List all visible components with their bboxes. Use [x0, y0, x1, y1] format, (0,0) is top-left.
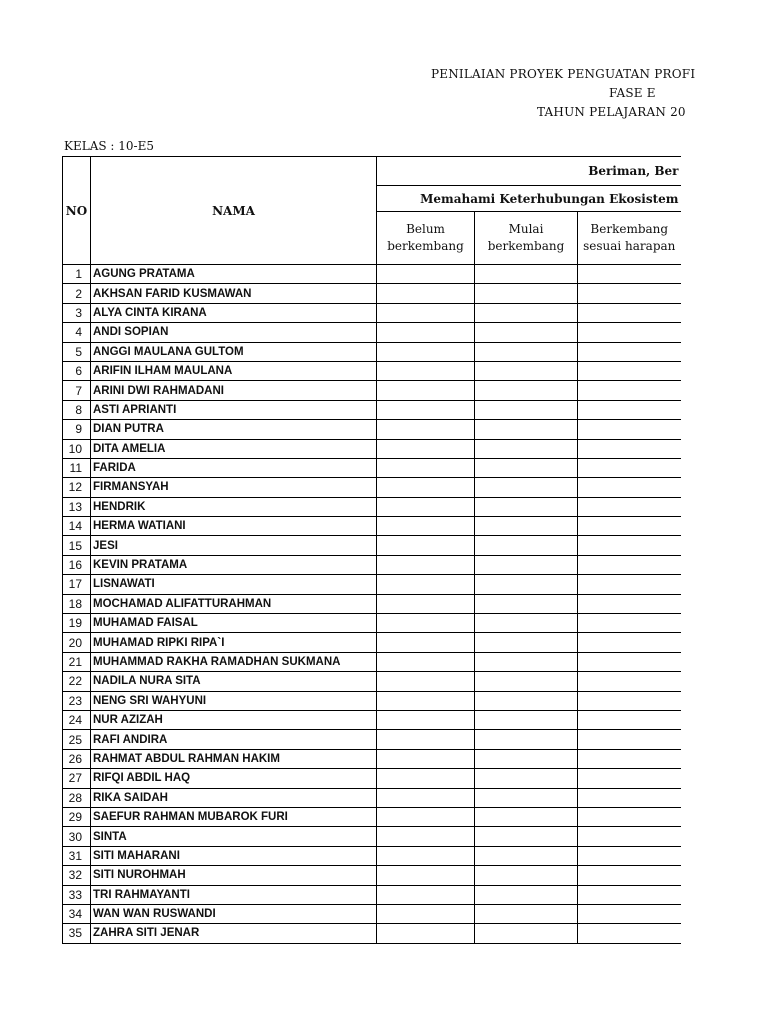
score-cell-mulai-berkembang[interactable] [475, 284, 578, 303]
score-cell-berkembang-sesuai-harapan[interactable] [578, 846, 681, 865]
student-name: ARIFIN ILHAM MAULANA [91, 361, 377, 380]
score-cell-mulai-berkembang[interactable] [475, 827, 578, 846]
student-name: RAFI ANDIRA [91, 730, 377, 749]
score-cell-mulai-berkembang[interactable] [475, 361, 578, 380]
score-cell-mulai-berkembang[interactable] [475, 846, 578, 865]
score-cell-mulai-berkembang[interactable] [475, 517, 578, 536]
student-name: FARIDA [91, 458, 377, 477]
score-cell-berkembang-sesuai-harapan[interactable] [578, 769, 681, 788]
score-cell-berkembang-sesuai-harapan[interactable] [578, 555, 681, 574]
student-name: ARINI DWI RAHMADANI [91, 381, 377, 400]
table-row [63, 924, 681, 943]
student-name: WAN WAN RUSWANDI [91, 904, 377, 923]
table-row [63, 827, 681, 846]
table-row [63, 342, 681, 361]
student-name: LISNAWATI [91, 575, 377, 594]
row-number: 4 [63, 323, 91, 342]
score-cell-mulai-berkembang[interactable] [475, 381, 578, 400]
score-cell-mulai-berkembang[interactable] [475, 323, 578, 342]
score-cell-mulai-berkembang[interactable] [475, 749, 578, 768]
score-cell-belum-berkembang[interactable] [377, 400, 475, 419]
score-cell-berkembang-sesuai-harapan[interactable] [578, 633, 681, 652]
row-number: 7 [63, 381, 91, 400]
row-number: 9 [63, 420, 91, 439]
score-cell-mulai-berkembang[interactable] [475, 788, 578, 807]
score-cell-berkembang-sesuai-harapan[interactable] [578, 323, 681, 342]
student-name: DITA AMELIA [91, 439, 377, 458]
score-cell-berkembang-sesuai-harapan[interactable] [578, 497, 681, 516]
score-cell-belum-berkembang[interactable] [377, 769, 475, 788]
score-cell-berkembang-sesuai-harapan[interactable] [578, 342, 681, 361]
student-name: SITI MAHARANI [91, 846, 377, 865]
student-name: ZAHRA SITI JENAR [91, 924, 377, 943]
score-cell-mulai-berkembang[interactable] [475, 342, 578, 361]
score-cell-mulai-berkembang[interactable] [475, 575, 578, 594]
row-number: 19 [63, 614, 91, 633]
row-number: 34 [63, 904, 91, 923]
score-cell-belum-berkembang[interactable] [377, 885, 475, 904]
score-cell-belum-berkembang[interactable] [377, 265, 475, 284]
score-cell-belum-berkembang[interactable] [377, 361, 475, 380]
row-number: 28 [63, 788, 91, 807]
score-cell-mulai-berkembang[interactable] [475, 497, 578, 516]
table-row [63, 420, 681, 439]
score-cell-belum-berkembang[interactable] [377, 342, 475, 361]
student-name: ASTI APRIANTI [91, 400, 377, 419]
score-cell-mulai-berkembang[interactable] [475, 885, 578, 904]
score-cell-berkembang-sesuai-harapan[interactable] [578, 710, 681, 729]
score-cell-berkembang-sesuai-harapan[interactable] [578, 730, 681, 749]
row-number: 32 [63, 866, 91, 885]
table-row [63, 788, 681, 807]
score-cell-belum-berkembang[interactable] [377, 730, 475, 749]
assessment-sheet [62, 156, 681, 944]
score-cell-mulai-berkembang[interactable] [475, 730, 578, 749]
score-cell-berkembang-sesuai-harapan[interactable] [578, 439, 681, 458]
student-rows [63, 265, 681, 944]
score-cell-mulai-berkembang[interactable] [475, 652, 578, 671]
score-cell-belum-berkembang[interactable] [377, 924, 475, 943]
table-row [63, 400, 681, 419]
score-cell-mulai-berkembang[interactable] [475, 458, 578, 477]
student-name: NENG SRI WAHYUNI [91, 691, 377, 710]
score-cell-berkembang-sesuai-harapan[interactable] [578, 788, 681, 807]
score-cell-mulai-berkembang[interactable] [475, 303, 578, 322]
assessment-table [62, 156, 681, 944]
score-cell-mulai-berkembang[interactable] [475, 400, 578, 419]
score-cell-mulai-berkembang[interactable] [475, 633, 578, 652]
student-name: AKHSAN FARID KUSMAWAN [91, 284, 377, 303]
report-title: PENILAIAN PROYEK PENGUATAN PROFI [431, 67, 696, 81]
student-name: HENDRIK [91, 497, 377, 516]
score-cell-berkembang-sesuai-harapan[interactable] [578, 284, 681, 303]
row-number: 8 [63, 400, 91, 419]
row-number: 29 [63, 807, 91, 826]
table-row [63, 265, 681, 284]
score-cell-belum-berkembang[interactable] [377, 672, 475, 691]
student-name: JESI [91, 536, 377, 555]
student-name: MOCHAMAD ALIFATTURAHMAN [91, 594, 377, 613]
score-cell-mulai-berkembang[interactable] [475, 594, 578, 613]
row-number: 27 [63, 769, 91, 788]
score-cell-belum-berkembang[interactable] [377, 303, 475, 322]
score-cell-belum-berkembang[interactable] [377, 846, 475, 865]
row-number: 18 [63, 594, 91, 613]
score-cell-belum-berkembang[interactable] [377, 284, 475, 303]
student-name: NUR AZIZAH [91, 710, 377, 729]
score-cell-berkembang-sesuai-harapan[interactable] [578, 904, 681, 923]
score-cell-belum-berkembang[interactable] [377, 439, 475, 458]
table-row [63, 866, 681, 885]
table-row [63, 633, 681, 652]
row-number: 15 [63, 536, 91, 555]
row-number: 10 [63, 439, 91, 458]
student-name: RIKA SAIDAH [91, 788, 377, 807]
row-number: 11 [63, 458, 91, 477]
table-row [63, 303, 681, 322]
score-cell-mulai-berkembang[interactable] [475, 807, 578, 826]
row-number: 23 [63, 691, 91, 710]
student-name: ANGGI MAULANA GULTOM [91, 342, 377, 361]
student-name: SITI NUROHMAH [91, 866, 377, 885]
student-name: SAEFUR RAHMAN MUBAROK FURI [91, 807, 377, 826]
header-nama: NAMA [91, 157, 377, 265]
student-name: FIRMANSYAH [91, 478, 377, 497]
score-cell-berkembang-sesuai-harapan[interactable] [578, 924, 681, 943]
score-cell-berkembang-sesuai-harapan[interactable] [578, 361, 681, 380]
table-row [63, 769, 681, 788]
row-number: 22 [63, 672, 91, 691]
score-cell-berkembang-sesuai-harapan[interactable] [578, 265, 681, 284]
table-row [63, 807, 681, 826]
score-cell-berkembang-sesuai-harapan[interactable] [578, 517, 681, 536]
category-mulai-berkembang: Mulai berkembang [475, 212, 578, 265]
score-cell-belum-berkembang[interactable] [377, 594, 475, 613]
score-cell-belum-berkembang[interactable] [377, 691, 475, 710]
score-cell-belum-berkembang[interactable] [377, 323, 475, 342]
score-cell-belum-berkembang[interactable] [377, 536, 475, 555]
row-number: 31 [63, 846, 91, 865]
table-row [63, 478, 681, 497]
score-cell-berkembang-sesuai-harapan[interactable] [578, 420, 681, 439]
score-cell-belum-berkembang[interactable] [377, 458, 475, 477]
row-number: 14 [63, 517, 91, 536]
score-cell-belum-berkembang[interactable] [377, 517, 475, 536]
row-number: 21 [63, 652, 91, 671]
score-cell-belum-berkembang[interactable] [377, 381, 475, 400]
table-row [63, 652, 681, 671]
score-cell-belum-berkembang[interactable] [377, 904, 475, 923]
row-number: 35 [63, 924, 91, 943]
score-cell-belum-berkembang[interactable] [377, 749, 475, 768]
table-row [63, 614, 681, 633]
report-phase: FASE E [609, 86, 656, 100]
student-name: AGUNG PRATAMA [91, 265, 377, 284]
score-cell-belum-berkembang[interactable] [377, 710, 475, 729]
class-label: KELAS : 10-E5 [64, 139, 154, 153]
score-cell-belum-berkembang[interactable] [377, 633, 475, 652]
score-cell-berkembang-sesuai-harapan[interactable] [578, 575, 681, 594]
score-cell-belum-berkembang[interactable] [377, 827, 475, 846]
student-name: RIFQI ABDIL HAQ [91, 769, 377, 788]
score-cell-mulai-berkembang[interactable] [475, 536, 578, 555]
row-number: 33 [63, 885, 91, 904]
student-name: SINTA [91, 827, 377, 846]
student-name: TRI RAHMAYANTI [91, 885, 377, 904]
table-row [63, 749, 681, 768]
row-number: 30 [63, 827, 91, 846]
score-cell-berkembang-sesuai-harapan[interactable] [578, 691, 681, 710]
score-cell-berkembang-sesuai-harapan[interactable] [578, 652, 681, 671]
score-cell-berkembang-sesuai-harapan[interactable] [578, 400, 681, 419]
table-row [63, 458, 681, 477]
table-row [63, 575, 681, 594]
table-row [63, 536, 681, 555]
report-year: TAHUN PELAJARAN 20 [537, 105, 686, 119]
score-cell-mulai-berkembang[interactable] [475, 420, 578, 439]
row-number: 1 [63, 265, 91, 284]
score-cell-berkembang-sesuai-harapan[interactable] [578, 672, 681, 691]
row-number: 17 [63, 575, 91, 594]
score-cell-berkembang-sesuai-harapan[interactable] [578, 458, 681, 477]
score-cell-mulai-berkembang[interactable] [475, 478, 578, 497]
score-cell-berkembang-sesuai-harapan[interactable] [578, 749, 681, 768]
row-number: 25 [63, 730, 91, 749]
row-number: 12 [63, 478, 91, 497]
row-number: 26 [63, 749, 91, 768]
row-number: 16 [63, 555, 91, 574]
score-cell-mulai-berkembang[interactable] [475, 691, 578, 710]
score-cell-mulai-berkembang[interactable] [475, 439, 578, 458]
score-cell-belum-berkembang[interactable] [377, 555, 475, 574]
table-row [63, 497, 681, 516]
score-cell-belum-berkembang[interactable] [377, 788, 475, 807]
dimension-header: Beriman, Ber [377, 157, 681, 186]
table-row [63, 381, 681, 400]
score-cell-mulai-berkembang[interactable] [475, 769, 578, 788]
table-row [63, 323, 681, 342]
student-name: MUHAMMAD RAKHA RAMADHAN SUKMANA [91, 652, 377, 671]
score-cell-mulai-berkembang[interactable] [475, 672, 578, 691]
score-cell-belum-berkembang[interactable] [377, 807, 475, 826]
score-cell-mulai-berkembang[interactable] [475, 904, 578, 923]
student-name: MUHAMAD FAISAL [91, 614, 377, 633]
score-cell-mulai-berkembang[interactable] [475, 614, 578, 633]
score-cell-belum-berkembang[interactable] [377, 478, 475, 497]
table-row [63, 284, 681, 303]
score-cell-berkembang-sesuai-harapan[interactable] [578, 614, 681, 633]
table-row [63, 904, 681, 923]
score-cell-berkembang-sesuai-harapan[interactable] [578, 478, 681, 497]
score-cell-belum-berkembang[interactable] [377, 497, 475, 516]
score-cell-belum-berkembang[interactable] [377, 866, 475, 885]
student-name: KEVIN PRATAMA [91, 555, 377, 574]
element-header: Memahami Keterhubungan Ekosistem [377, 186, 681, 212]
score-cell-berkembang-sesuai-harapan[interactable] [578, 807, 681, 826]
student-name: ANDI SOPIAN [91, 323, 377, 342]
category-berkembang-sesuai-harapan: Berkembang sesuai harapan [578, 212, 681, 265]
score-cell-belum-berkembang[interactable] [377, 420, 475, 439]
table-row [63, 846, 681, 865]
header-no: NO [63, 157, 91, 265]
score-cell-berkembang-sesuai-harapan[interactable] [578, 303, 681, 322]
table-row [63, 594, 681, 613]
row-number: 2 [63, 284, 91, 303]
student-name: NADILA NURA SITA [91, 672, 377, 691]
score-cell-berkembang-sesuai-harapan[interactable] [578, 866, 681, 885]
score-cell-mulai-berkembang[interactable] [475, 710, 578, 729]
row-number: 24 [63, 710, 91, 729]
table-row [63, 672, 681, 691]
student-name: RAHMAT ABDUL RAHMAN HAKIM [91, 749, 377, 768]
score-cell-mulai-berkembang[interactable] [475, 265, 578, 284]
score-cell-mulai-berkembang[interactable] [475, 555, 578, 574]
score-cell-mulai-berkembang[interactable] [475, 924, 578, 943]
score-cell-berkembang-sesuai-harapan[interactable] [578, 381, 681, 400]
table-row [63, 555, 681, 574]
score-cell-belum-berkembang[interactable] [377, 614, 475, 633]
table-row [63, 691, 681, 710]
row-number: 5 [63, 342, 91, 361]
score-cell-belum-berkembang[interactable] [377, 575, 475, 594]
table-row [63, 885, 681, 904]
table-row [63, 439, 681, 458]
category-belum-berkembang: Belum berkembang [377, 212, 475, 265]
row-number: 6 [63, 361, 91, 380]
score-cell-berkembang-sesuai-harapan[interactable] [578, 594, 681, 613]
score-cell-berkembang-sesuai-harapan[interactable] [578, 827, 681, 846]
score-cell-mulai-berkembang[interactable] [475, 866, 578, 885]
score-cell-berkembang-sesuai-harapan[interactable] [578, 536, 681, 555]
row-number: 3 [63, 303, 91, 322]
table-row [63, 517, 681, 536]
row-number: 20 [63, 633, 91, 652]
table-row [63, 730, 681, 749]
row-number: 13 [63, 497, 91, 516]
score-cell-belum-berkembang[interactable] [377, 652, 475, 671]
student-name: ALYA CINTA KIRANA [91, 303, 377, 322]
student-name: MUHAMAD RIPKI RIPA`I [91, 633, 377, 652]
student-name: HERMA WATIANI [91, 517, 377, 536]
table-row [63, 361, 681, 380]
table-row [63, 710, 681, 729]
score-cell-berkembang-sesuai-harapan[interactable] [578, 885, 681, 904]
student-name: DIAN PUTRA [91, 420, 377, 439]
